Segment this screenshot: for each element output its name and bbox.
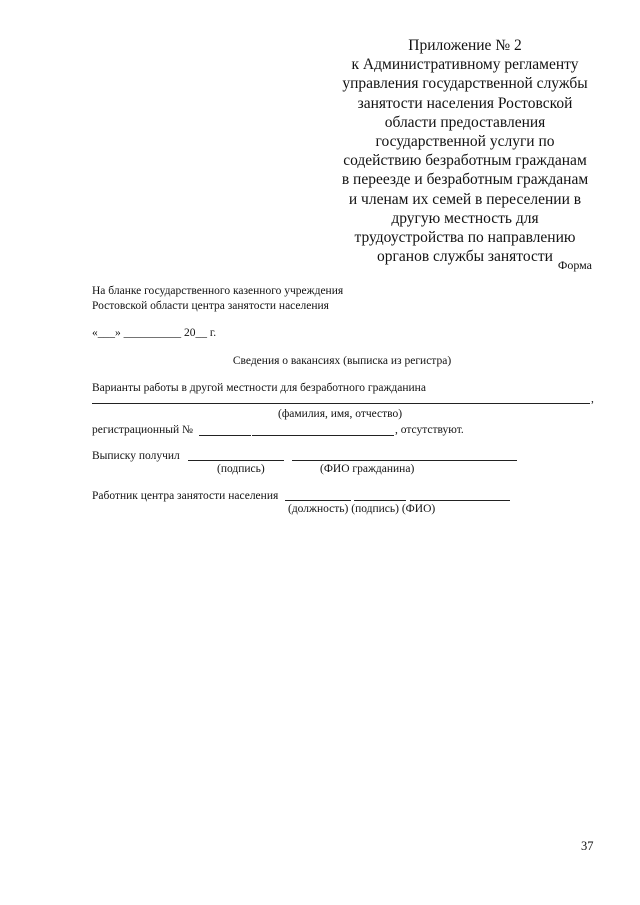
document-title: Сведения о вакансиях (выписка из регистра) xyxy=(232,355,452,367)
annex-line: органов службы занятости xyxy=(377,248,553,266)
date-line: «___» __________ 20__ г. xyxy=(92,327,217,339)
signature-caption: (подпись) xyxy=(217,463,265,475)
citizen-fio-caption: (ФИО гражданина) xyxy=(320,463,415,475)
annex-line: трудоустройства по направлению xyxy=(354,229,576,247)
variants-comma: , xyxy=(591,393,594,405)
received-label: Выписку получил xyxy=(92,450,180,462)
worker-label: Работник центра занятости населения xyxy=(92,490,279,502)
annex-line: области предоставления xyxy=(384,113,546,131)
annex-line: управления государственной службы xyxy=(342,75,588,93)
registration-suffix: , отсутствуют. xyxy=(395,424,464,436)
citizen-fio-line xyxy=(292,460,517,461)
citizen-name-line xyxy=(92,403,590,404)
letterhead-line-1: На бланке государственного казенного учреждения xyxy=(92,285,344,297)
variants-text: Варианты работы в другой местности для безработного гражданина xyxy=(92,382,426,394)
registration-label: регистрационный № xyxy=(92,424,193,436)
annex-line: государственной услуги по xyxy=(375,133,555,151)
annex-line: другую местность для xyxy=(391,209,539,227)
annex-line: к Административному регламенту xyxy=(351,56,579,74)
worker-fio-line xyxy=(410,500,510,501)
worker-captions: (должность) (подпись) (ФИО) xyxy=(288,503,436,515)
annex-line: и членам их семей в переселении в xyxy=(348,190,582,208)
fio-caption: (фамилия, имя, отчество) xyxy=(278,408,403,420)
letterhead-line-2: Ростовской области центра занятости населения xyxy=(92,300,329,312)
registration-number-line xyxy=(199,435,251,436)
annex-line: Приложение № 2 xyxy=(408,37,522,54)
annex-header xyxy=(330,36,600,266)
form-label: Форма xyxy=(557,258,592,272)
annex-line: содействию безработным гражданам xyxy=(343,152,587,170)
position-line xyxy=(285,500,351,501)
annex-line: в переезде и безработным гражданам xyxy=(341,171,589,189)
signature-line xyxy=(188,460,284,461)
annex-line: занятости населения Ростовской xyxy=(357,94,573,112)
page-number: 37 xyxy=(581,839,594,853)
registration-number-line-2 xyxy=(252,435,394,436)
worker-signature-line xyxy=(354,500,406,501)
